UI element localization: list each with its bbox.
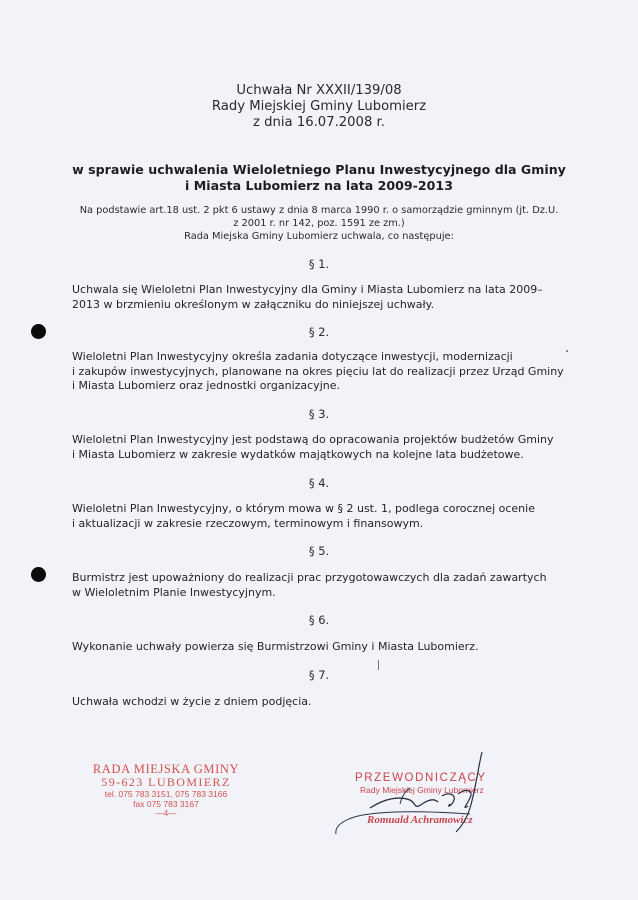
section-heading: § 6. [308, 613, 330, 627]
resolution-header [0, 83, 638, 131]
text-line: Uchwała wchodzi w życie z dniem podjęcia. [72, 695, 312, 708]
stamp-fax: fax 075 783 3167 [133, 799, 199, 809]
text-line: Wieloletni Plan Inwestycyjny określa zadania dotyczące inwestycji, modernizacji [72, 350, 513, 363]
council-stamp [86, 763, 246, 818]
section-heading: § 4. [308, 476, 330, 490]
stamp-chairman-name: Romuald Achramowicz [367, 814, 473, 826]
section-text [72, 695, 572, 710]
section-text [72, 283, 572, 312]
text-line: i zakupów inwestycyjnych, planowane na okres pięciu lat do realizacji przez Urząd Gminy [72, 364, 564, 378]
resolution-date: z dnia 16.07.2008 r. [253, 115, 385, 130]
text-line: 2013 w brzmieniu określonym w załączniku do niniejszej uchwały. [72, 297, 435, 311]
section-heading: § 3. [308, 407, 330, 421]
punch-hole-bottom [31, 567, 46, 582]
basis-line-2: z 2001 r. nr 142, poz. 1591 ze zm.) [233, 218, 405, 229]
section-text [72, 640, 572, 655]
handwritten-signature [330, 748, 500, 843]
basis-line-3: Rada Miejska Gminy Lubomierz uchwala, co następuje: [184, 231, 454, 242]
text-line: Wieloletni Plan Inwestycyjny jest podstawą do opracowania projektów budżetów Gminy [72, 433, 554, 446]
basis-line-1: Na podstawie art.18 ust. 2 pkt 6 ustawy z dnia 8 marca 1990 r. o samorządzie gminnym (jt. Dz.U. [79, 205, 559, 216]
section-text [72, 502, 572, 531]
text-line: i Miasta Lubomierz w zakresie wydatków majątkowych na kolejne lata budżetowe. [72, 447, 524, 461]
section-text [72, 350, 572, 394]
text-line: i aktualizacji w zakresie rzeczowym, terminowym i finansowym. [72, 516, 424, 530]
subject-line-2: i Miasta Lubomierz na lata 2009-2013 [185, 178, 453, 193]
text-line: i Miasta Lubomierz oraz jednostki organizacyjne. [72, 379, 340, 392]
stamp-chairman-council: Rady Miejskiej Gminy Lubomierz [360, 785, 484, 795]
stamp-chairman-title: PRZEWODNICZĄCY [355, 772, 487, 784]
resolution-number: Uchwała Nr XXXII/139/08 [236, 83, 402, 98]
stamp-postal-city: 59-623 LUBOMIERZ [101, 775, 231, 789]
stamp-number: —4— [155, 809, 177, 818]
subject-line-1: w sprawie uchwalenia Wieloletniego Planu Inwestycyjnego dla Gminy [72, 162, 566, 177]
section-heading: § 2. [308, 325, 330, 339]
section-heading: § 1. [308, 257, 330, 271]
resolution-subject [0, 162, 638, 194]
text-line: Burmistrz jest upoważniony do realizacji prac przygotowawczych dla zadań zawartych [72, 571, 547, 584]
text-line: Wykonanie uchwały powierza się Burmistrzowi Gminy i Miasta Lubomierz. [72, 640, 479, 653]
text-line: Wieloletni Plan Inwestycyjny, o którym mowa w § 2 ust. 1, podlega corocznej ocenie [72, 502, 535, 515]
text-line: Uchwala się Wieloletni Plan Inwestycyjny dla Gminy i Miasta Lubomierz na lata 2009– [72, 283, 543, 296]
section-heading: § 5. [308, 544, 330, 558]
legal-basis [60, 204, 578, 243]
text-line: w Wieloletnim Planie Inwestycyjnym. [72, 585, 276, 599]
section-heading: § 7. [308, 668, 330, 682]
stamp-phone: tel. 075 783 3151, 075 783 3166 [104, 789, 228, 799]
stamp-council-name: RADA MIEJSKA GMINY [92, 762, 240, 776]
section-text [72, 433, 572, 462]
resolution-council: Rady Miejskiej Gminy Lubomierz [211, 99, 427, 114]
section-text [72, 571, 572, 600]
